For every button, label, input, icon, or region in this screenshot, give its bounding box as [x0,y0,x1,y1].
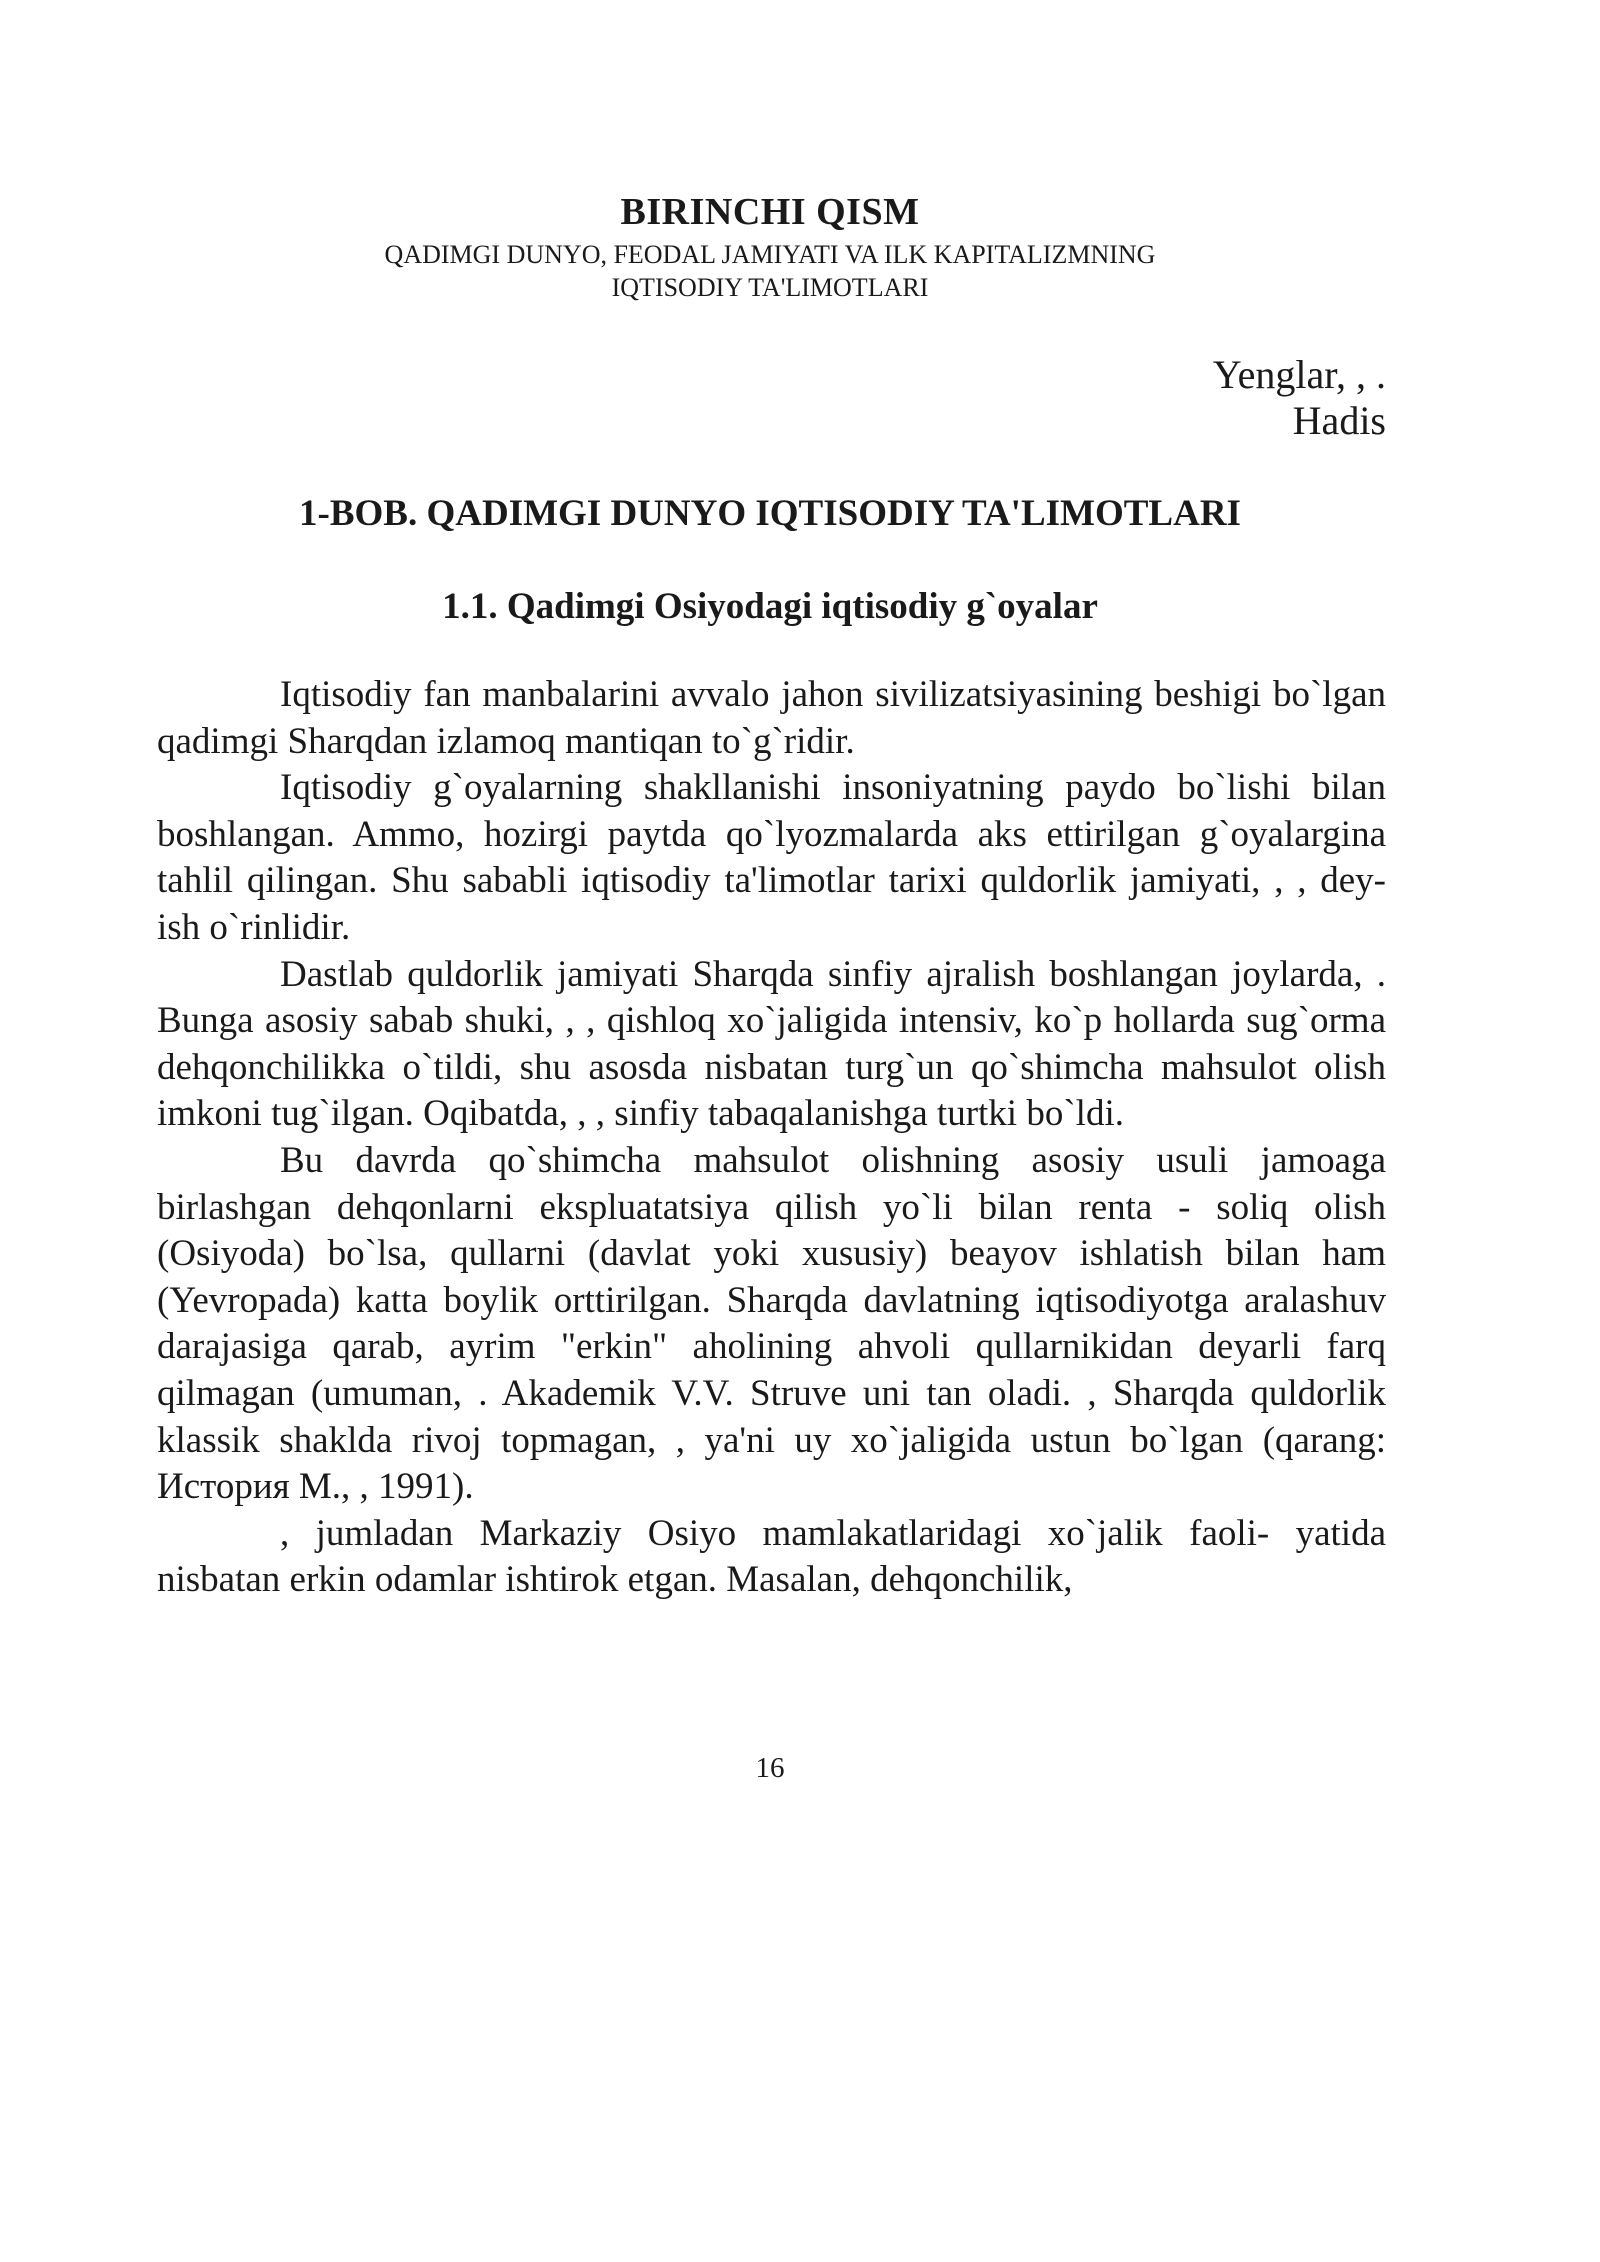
part-subtitle-line-2: IQTISODIY TA'LIMOTLARI [611,273,929,302]
page-number: 16 [755,1752,785,1784]
paragraph: Bu davrda qo`shimcha mahsulot olishning asosiy usuli jamoaga birlashgan dehqonlarni ekspluatatsiya qilish yo`li bilan renta - soliq olish (Osiyoda) bo`lsa, qullarni (davlat yoki xususiy) beayov ishlatish bilan ham (Yevropada) katta boylik orttirilgan. Sharqda davlatning iqtisodiyotga aralashuv darajasiga qarab, ayrim "erkin" aholining ahvoli qullarnikidan deyarli farq qilmagan (umuman, . Akademik V.V. Struve uni tan oladi. , Sharqda quldorlik klassik shaklda rivoj topmagan, , ya'ni uy xo`jaligida ustun bo`lgan (qarang: История М., , 1991). [157,1139,1386,1508]
paragraph: , jumladan Markaziy Osiyo mamlakatlaridagi xo`jalik faoli- yatida nisbatan erkin odamlar ishtirok etgan. Masalan, dehqonchilik, [157,1512,1386,1601]
part-subtitle-line-1: QADIMGI DUNYO, FEODAL JAMIYATI VA ILK KAPITALIZMNING [384,240,1156,269]
epigraph-source: Hadis [1292,398,1386,443]
part-subtitle [0,238,1540,304]
paragraph: Dastlab quldorlik jamiyati Sharqda sinfiy ajralish boshlangan joylarda, . Bunga asosiy sabab shuki, , , qishloq xo`jaligida intensiv, ko`p hollarda sug`orma dehqonchilikka o`tildi, shu asosda nisbatan turg`un qo`shimcha mahsulot olish imkoni tug`ilgan. Oqibatda, , , sinfiy tabaqalanishga turtki bo`ldi. [157,953,1386,1135]
section-title: 1.1. Qadimgi Osiyodagi iqtisodiy g`oyalar [442,586,1098,627]
part-title: BIRINCHI QISM [620,191,920,233]
paragraph: Iqtisodiy fan manbalarini avvalo jahon sivilizatsiyasining beshigi bo`lgan qadimgi Sharqdan izlamoq mantiqan to`g`ridir. [157,674,1386,762]
paragraph: Iqtisodiy g`oyalarning shakllanishi insoniyatning paydo bo`lishi bilan boshlangan. Ammo, hozirgi paytda qo`lyozmalarda aks ettirilgan g`oyalargina tahlil qilingan. Shu sababli iqtisodiy ta'limotlar tarixi quldorlik jamiyati, , , dey- ish o`rinlidir. [157,767,1386,948]
epigraph [1213,352,1386,444]
epigraph-quote: Yenglar, , . [1212,352,1386,397]
chapter-title: 1-BOB. QADIMGI DUNYO IQTISODIY TA'LIMOTLARI [299,493,1241,534]
body-text [157,672,1386,1604]
